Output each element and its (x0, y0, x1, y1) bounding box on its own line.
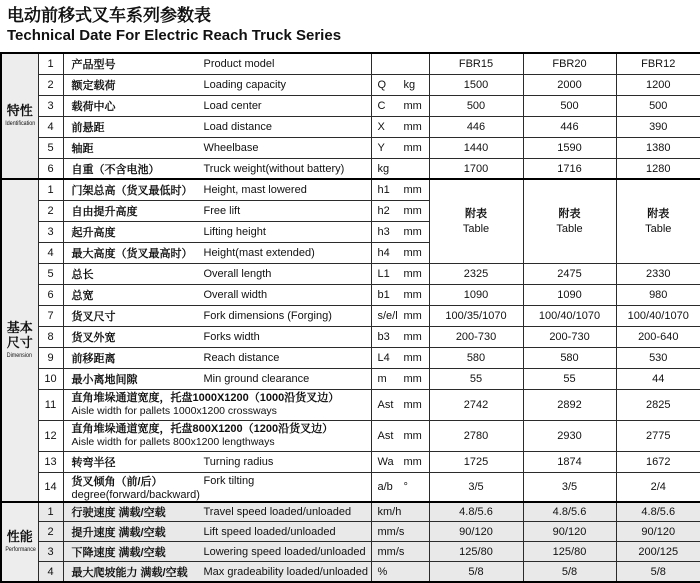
param-name-en: Lift speed loaded/unloaded (204, 526, 336, 538)
table-row (1, 420, 700, 451)
value-cell: 4.8/5.6 (523, 502, 616, 522)
table-row (1, 502, 700, 522)
value-cell: 1716 (523, 158, 616, 179)
row-number: 5 (38, 137, 63, 158)
symbol-unit (371, 451, 429, 472)
symbol-unit (371, 200, 429, 221)
unit: mm (404, 399, 422, 411)
param-name (63, 284, 371, 305)
table-row (1, 347, 700, 368)
row-number: 2 (38, 200, 63, 221)
symbol-unit (371, 326, 429, 347)
section-label-cn: 基本 (2, 321, 38, 336)
param-name-en: Aisle width for pallets 800x1200 lengthways (72, 436, 371, 448)
row-number: 8 (38, 326, 63, 347)
symbol: h2 (378, 205, 404, 217)
unit: mm (404, 205, 422, 217)
row-number: 9 (38, 347, 63, 368)
param-name-en: Min ground clearance (204, 373, 310, 385)
row-number: 5 (38, 263, 63, 284)
unit: mm (404, 430, 422, 442)
symbol-unit (371, 284, 429, 305)
param-name (63, 451, 371, 472)
param-name-en: Lifting height (204, 226, 266, 238)
value-cell: 90/120 (429, 522, 523, 542)
spec-table (0, 52, 700, 583)
value-cell: 500 (429, 95, 523, 116)
unit: mm (404, 310, 422, 322)
symbol-unit (371, 542, 429, 562)
merged-note-en: Table (430, 222, 523, 236)
unit: mm (404, 142, 422, 154)
param-name-en: Travel speed loaded/unloaded (204, 506, 352, 518)
section-label-cn: 特性 (2, 104, 38, 119)
unit: ° (404, 481, 408, 493)
symbol: b1 (378, 289, 404, 301)
param-name-cn: 起升高度 (72, 224, 204, 240)
unit: mm (404, 456, 422, 468)
symbol-unit (371, 472, 429, 502)
row-number: 3 (38, 542, 63, 562)
symbol: L1 (378, 268, 404, 280)
table-row (1, 368, 700, 389)
row-number: 4 (38, 562, 63, 582)
value-cell: 2330 (616, 263, 700, 284)
row-number: 14 (38, 472, 63, 502)
value-cell: 446 (523, 116, 616, 137)
symbol-unit (371, 137, 429, 158)
row-number: 3 (38, 221, 63, 242)
symbol-unit (371, 158, 429, 179)
table-row (1, 53, 700, 74)
symbol-unit (371, 263, 429, 284)
value-cell: 4.8/5.6 (429, 502, 523, 522)
value-cell: 1380 (616, 137, 700, 158)
unit: mm (404, 331, 422, 343)
param-name-cn: 前移距离 (72, 350, 204, 366)
param-name (63, 263, 371, 284)
param-name-cn: 额定载荷 (72, 77, 204, 93)
symbol: h3 (378, 226, 404, 238)
merged-note-cn: 附表 (617, 207, 700, 221)
param-name (63, 221, 371, 242)
param-name-en: Free lift (204, 205, 241, 217)
value-cell: 44 (616, 368, 700, 389)
table-row (1, 158, 700, 179)
param-name-en: Height(mast extended) (204, 247, 315, 259)
table-row (1, 451, 700, 472)
param-name-cn: 总宽 (72, 287, 204, 303)
symbol-unit (371, 179, 429, 200)
symbol: X (378, 121, 404, 133)
section-label-en: Identification (2, 119, 38, 128)
symbol-unit (371, 74, 429, 95)
symbol: h4 (378, 247, 404, 259)
param-name-cn: 提升速度 满载/空载 (72, 524, 204, 540)
value-cell: 446 (429, 116, 523, 137)
value-cell: 1500 (429, 74, 523, 95)
value-cell: 200-730 (523, 326, 616, 347)
value-cell: 5/8 (523, 562, 616, 582)
param-name (63, 53, 371, 74)
value-cell: 2775 (616, 420, 700, 451)
param-name (63, 420, 371, 451)
value-cell: 3/5 (523, 472, 616, 502)
param-name-cn: 下降速度 满载/空载 (72, 544, 204, 560)
param-name-cn: 门架总高（货叉最低时） (72, 182, 204, 198)
symbol: m (378, 373, 404, 385)
unit: mm (404, 247, 422, 259)
param-name (63, 200, 371, 221)
row-number: 3 (38, 95, 63, 116)
table-row (1, 263, 700, 284)
value-cell: 200/125 (616, 542, 700, 562)
symbol: Ast (378, 399, 404, 411)
row-number: 6 (38, 158, 63, 179)
param-name-cn: 总长 (72, 266, 204, 282)
param-name (63, 179, 371, 200)
section-label-en: Performance (2, 545, 38, 554)
symbol: Y (378, 142, 404, 154)
param-name-cn: 最大爬坡能力 满载/空载 (72, 564, 204, 580)
row-number: 4 (38, 116, 63, 137)
spec-table-body (1, 53, 700, 582)
symbol: km/h (378, 506, 404, 518)
value-cell: 2000 (523, 74, 616, 95)
value-cell: 500 (616, 95, 700, 116)
value-cell: 1090 (429, 284, 523, 305)
param-name-cn: 自重（不含电池） (72, 161, 204, 177)
param-name (63, 116, 371, 137)
page-header (0, 0, 700, 49)
value-cell: 1700 (429, 158, 523, 179)
model-header: FBR15 (429, 53, 523, 74)
value-cell: 200-730 (429, 326, 523, 347)
param-name-en: Loading capacity (204, 79, 287, 91)
row-number: 7 (38, 305, 63, 326)
value-cell: 2930 (523, 420, 616, 451)
value-cell: 100/35/1070 (429, 305, 523, 326)
row-number: 2 (38, 74, 63, 95)
unit: mm (404, 352, 422, 364)
value-cell: 55 (523, 368, 616, 389)
param-name (63, 368, 371, 389)
value-cell: 1090 (523, 284, 616, 305)
merged-table-note (616, 179, 700, 263)
merged-table-note (523, 179, 616, 263)
param-name (63, 472, 371, 502)
row-number: 13 (38, 451, 63, 472)
value-cell: 200-640 (616, 326, 700, 347)
value-cell: 1590 (523, 137, 616, 158)
section-label (1, 502, 38, 582)
value-cell: 4.8/5.6 (616, 502, 700, 522)
table-row (1, 284, 700, 305)
param-name-cn: 货叉倾角（前/后） (72, 473, 204, 489)
param-name-en: Overall length (204, 268, 272, 280)
value-cell: 2742 (429, 389, 523, 420)
section-label (1, 179, 38, 502)
param-name-en: Max gradeability loaded/unloaded (204, 565, 369, 577)
table-row (1, 179, 700, 200)
param-name-cn: 最小离地间隙 (72, 371, 204, 387)
merged-table-note (429, 179, 523, 263)
table-row (1, 472, 700, 502)
param-name-en: Aisle width for pallets 1000x1200 crossways (72, 405, 371, 417)
param-name (63, 242, 371, 263)
value-cell: 125/80 (523, 542, 616, 562)
symbol: L4 (378, 352, 404, 364)
unit: mm (404, 100, 422, 112)
merged-note-en: Table (524, 222, 616, 236)
param-name (63, 137, 371, 158)
param-name-en: Forks width (204, 331, 260, 343)
param-name-en: Lowering speed loaded/unloaded (204, 546, 366, 558)
value-cell: 100/40/1070 (616, 305, 700, 326)
row-number: 4 (38, 242, 63, 263)
symbol-unit (371, 562, 429, 582)
table-row (1, 389, 700, 420)
param-name-cn: 货叉尺寸 (72, 308, 204, 324)
section-label (1, 53, 38, 179)
page-title: 电动前移式叉车系列参数表 (7, 5, 700, 26)
table-row (1, 562, 700, 582)
symbol: a/b (378, 481, 404, 493)
symbol-unit (371, 389, 429, 420)
param-name-en: Fork tilting degree(forward/backward) (72, 475, 255, 501)
value-cell: 90/120 (616, 522, 700, 542)
section-label-en: Dimension (2, 351, 38, 360)
symbol-unit (371, 368, 429, 389)
symbol: h1 (378, 184, 404, 196)
param-name (63, 542, 371, 562)
unit: kg (404, 79, 416, 91)
symbol: C (378, 100, 404, 112)
param-name (63, 74, 371, 95)
param-name (63, 502, 371, 522)
table-row (1, 305, 700, 326)
param-name-cn: 直角堆垛通道宽度，托盘800X1200（1200沿货叉边） (72, 423, 371, 436)
row-number: 11 (38, 389, 63, 420)
symbol: mm/s (378, 526, 405, 538)
table-row (1, 326, 700, 347)
param-name-cn: 最大高度（货叉最高时） (72, 245, 204, 261)
unit: mm (404, 184, 422, 196)
value-cell: 1874 (523, 451, 616, 472)
param-name-en: Wheelbase (204, 142, 259, 154)
param-name (63, 522, 371, 542)
value-cell: 980 (616, 284, 700, 305)
symbol: kg (378, 163, 404, 175)
value-cell: 2892 (523, 389, 616, 420)
value-cell: 580 (523, 347, 616, 368)
merged-note-en: Table (617, 222, 700, 236)
value-cell: 100/40/1070 (523, 305, 616, 326)
row-number: 10 (38, 368, 63, 389)
value-cell: 1200 (616, 74, 700, 95)
value-cell: 3/5 (429, 472, 523, 502)
param-name-cn: 货叉外宽 (72, 329, 204, 345)
param-name (63, 305, 371, 326)
value-cell: 1280 (616, 158, 700, 179)
table-row (1, 116, 700, 137)
value-cell: 530 (616, 347, 700, 368)
value-cell: 55 (429, 368, 523, 389)
unit: mm (404, 289, 422, 301)
symbol: Wa (378, 456, 404, 468)
symbol-unit (371, 242, 429, 263)
row-number: 1 (38, 502, 63, 522)
symbol-unit (371, 53, 429, 74)
param-name-cn: 行驶速度 满载/空载 (72, 504, 204, 520)
unit: mm (404, 121, 422, 133)
param-name-cn: 直角堆垛通道宽度，托盘1000X1200（1000沿货叉边） (72, 392, 371, 405)
symbol: Q (378, 79, 404, 91)
param-name (63, 158, 371, 179)
value-cell: 1672 (616, 451, 700, 472)
value-cell: 2780 (429, 420, 523, 451)
model-header: FBR20 (523, 53, 616, 74)
merged-note-cn: 附表 (430, 207, 523, 221)
value-cell: 5/8 (429, 562, 523, 582)
value-cell: 1440 (429, 137, 523, 158)
value-cell: 125/80 (429, 542, 523, 562)
table-row (1, 74, 700, 95)
table-row (1, 522, 700, 542)
symbol-unit (371, 116, 429, 137)
value-cell: 2475 (523, 263, 616, 284)
param-name-cn: 前悬距 (72, 119, 204, 135)
param-name-en: Reach distance (204, 352, 280, 364)
value-cell: 2825 (616, 389, 700, 420)
row-number: 1 (38, 179, 63, 200)
value-cell: 90/120 (523, 522, 616, 542)
param-name (63, 389, 371, 420)
param-name-en: Height, mast lowered (204, 184, 307, 196)
row-number: 6 (38, 284, 63, 305)
value-cell: 1725 (429, 451, 523, 472)
model-header: FBR12 (616, 53, 700, 74)
symbol-unit (371, 305, 429, 326)
value-cell: 5/8 (616, 562, 700, 582)
param-name-en: Fork dimensions (Forging) (204, 310, 332, 322)
row-number: 2 (38, 522, 63, 542)
param-name-en: Product model (204, 58, 275, 70)
table-row (1, 137, 700, 158)
param-name-cn: 载荷中心 (72, 98, 204, 114)
unit: mm (404, 226, 422, 238)
table-row (1, 95, 700, 116)
page-subtitle: Technical Date For Electric Reach Truck Series (7, 27, 700, 45)
symbol-unit (371, 522, 429, 542)
value-cell: 2325 (429, 263, 523, 284)
symbol-unit (371, 95, 429, 116)
param-name-cn: 轴距 (72, 140, 204, 156)
param-name-cn: 产品型号 (72, 56, 204, 72)
unit: mm (404, 268, 422, 280)
symbol: mm/s (378, 546, 405, 558)
section-label-cn: 性能 (2, 530, 38, 545)
section-label-cn: 尺寸 (2, 336, 38, 351)
symbol-unit (371, 221, 429, 242)
symbol: % (378, 566, 404, 578)
value-cell: 580 (429, 347, 523, 368)
param-name-en: Overall width (204, 289, 268, 301)
param-name (63, 95, 371, 116)
param-name-en: Load distance (204, 121, 273, 133)
row-number: 12 (38, 420, 63, 451)
table-row (1, 542, 700, 562)
row-number: 1 (38, 53, 63, 74)
param-name-en: Truck weight(without battery) (204, 162, 345, 174)
param-name-cn: 自由提升高度 (72, 203, 204, 219)
param-name (63, 326, 371, 347)
symbol-unit (371, 420, 429, 451)
param-name-en: Turning radius (204, 456, 274, 468)
value-cell: 2/4 (616, 472, 700, 502)
merged-note-cn: 附表 (524, 207, 616, 221)
symbol-unit (371, 502, 429, 522)
symbol: b3 (378, 331, 404, 343)
param-name-cn: 转弯半径 (72, 454, 204, 470)
param-name-en: Load center (204, 100, 262, 112)
symbol: Ast (378, 430, 404, 442)
value-cell: 500 (523, 95, 616, 116)
symbol: s/e/l (378, 310, 404, 322)
symbol-unit (371, 347, 429, 368)
param-name (63, 562, 371, 582)
unit: mm (404, 373, 422, 385)
param-name (63, 347, 371, 368)
value-cell: 390 (616, 116, 700, 137)
